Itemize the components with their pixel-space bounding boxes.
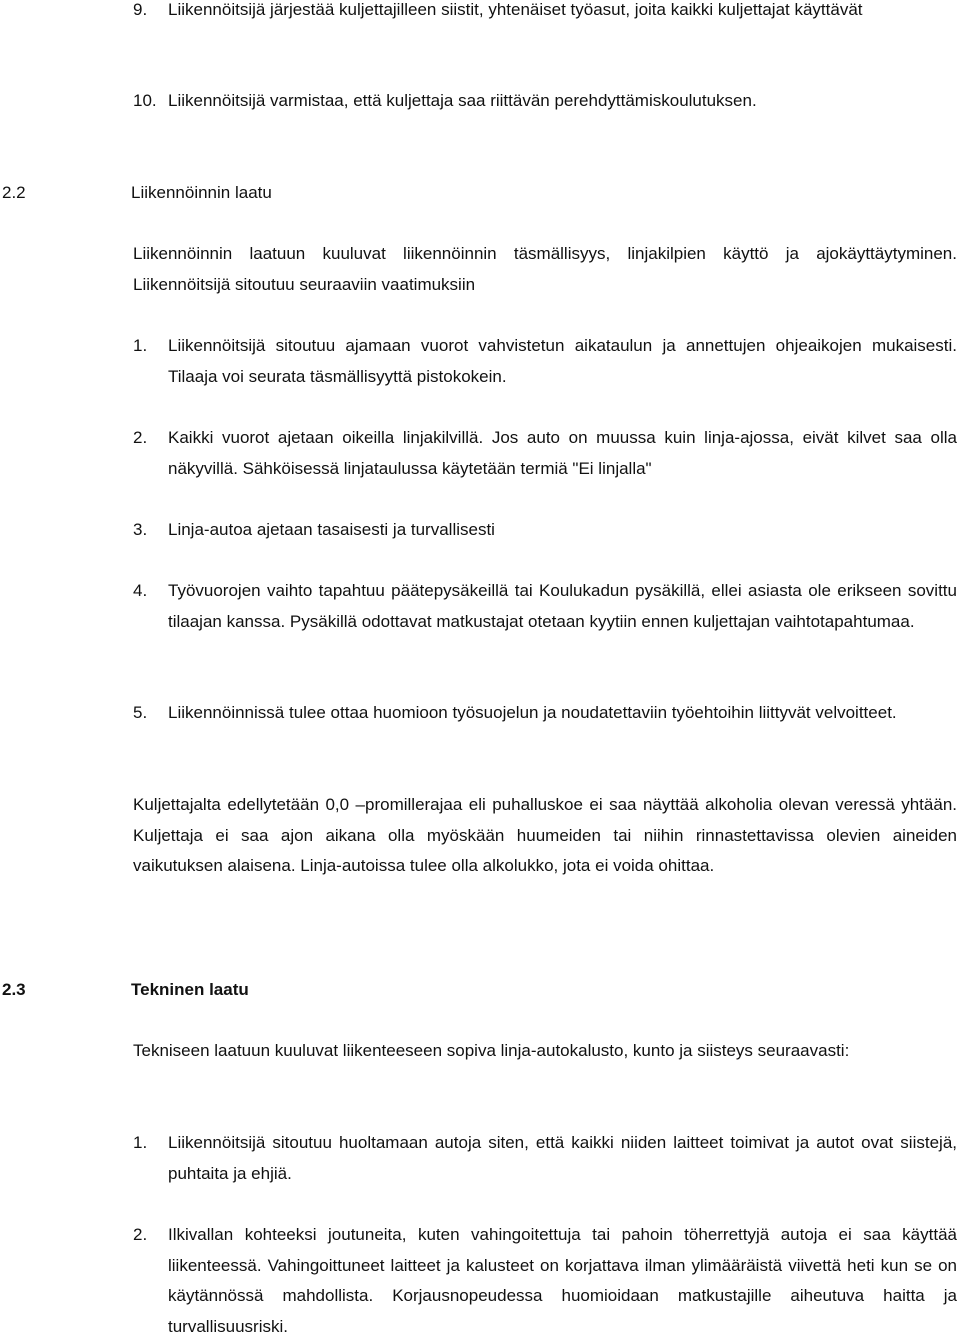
list-item-text: Työvuorojen vaihto tapahtuu päätepysäkeillä tai Koulukadun pysäkillä, ellei asiasta ole erikseen sovittu tilaajan kanssa. Pysäkillä odottavat matkustajat otetaan kyytiin ennen kuljettajan vaihtotapahtumaa. [168,581,957,631]
list-item [133,515,957,546]
list-item [133,1220,957,1342]
list-item [133,698,957,729]
list-item [133,423,957,484]
list-item-number: 1. [133,336,148,355]
section-heading-2-2 [2,178,942,209]
list-item-text: Liikennöitsijä järjestää kuljettajilleen siistit, yhtenäiset työasut, joita kaikki kuljettajat käyttävät [168,0,863,19]
list-item [133,86,957,117]
list-item-number: 5. [133,703,148,722]
list-item-number: 1. [133,1133,148,1152]
list-item-number: 2. [133,428,148,447]
section-intro: Tekniseen laatuun kuuluvat liikenteeseen sopiva linja-autokalusto, kunto ja siisteys seuraavasti: [133,1041,850,1060]
list-item-text: Ilkivallan kohteeksi joutuneita, kuten vahingoitettuja tai pahoin töherrettyjä autoja ei saa käyttää liikenteessä. Vahingoittuneet laitteet ja kalusteet on korjattava ilman ylimääräistä viivettä heti kun se on käytännössä mahdollista. Korjausnopeudessa huomioidaan matkustajille aiheutuva haitta ja turvallisuusriski. [168,1225,957,1336]
section-heading-2-3 [2,975,942,1006]
list-item-text: Liikennöitsijä sitoutuu huoltamaan autoja siten, että kaikki niiden laitteet toimivat ja autot ovat siistejä, puhtaita ja ehjiä. [168,1133,957,1183]
list-item [133,331,957,392]
section-intro: Liikennöinnin laatuun kuuluvat liikennöinnin täsmällisyys, linjakilpien käyttö ja ajokäyttäytyminen. Liikennöitsijä sitoutuu seuraaviin vaatimuksiin [133,244,957,294]
list-item-text: Liikennöinnissä tulee ottaa huomioon työsuojelun ja noudatettaviin työehtoihin liittyvät velvoitteet. [168,703,897,722]
section-title: Liikennöinnin laatu [131,183,272,202]
section-closing-paragraph: Kuljettajalta edellytetään 0,0 –promillerajaa eli puhalluskoe ei saa näyttää alkoholia olevan veressä yhtään. Kuljettaja ei saa ajon aikana olla myöskään huumeiden tai niihin rinnastettavissa olevien aineiden vaikutuksen alaisena. Linja-autoissa tulee olla alkolukko, jota ei voida ohittaa. [133,795,957,875]
list-item-number: 2. [133,1225,148,1244]
list-item-number: 4. [133,581,148,600]
list-item [133,576,957,637]
list-item [133,1128,957,1189]
list-item-text: Kaikki vuorot ajetaan oikeilla linjakilvillä. Jos auto on muussa kuin linja-ajossa, eivät kilvet saa olla näkyvillä. Sähköisessä linjataulussa käytetään termiä "Ei linjalla" [168,428,957,478]
list-item-text: Liikennöitsijä sitoutuu ajamaan vuorot vahvistetun aikataulun ja annettujen ohjeaikojen mukaisesti. Tilaaja voi seurata täsmällisyyttä pistokokein. [168,336,957,386]
list-item-text: Linja-autoa ajetaan tasaisesti ja turvallisesti [168,520,495,539]
list-item-number: 9. [133,0,148,19]
list-item-number: 10. [133,91,157,110]
section-number: 2.3 [2,980,26,999]
list-item [133,0,957,26]
section-number: 2.2 [2,183,26,202]
list-item-text: Liikennöitsijä varmistaa, että kuljettaja saa riittävän perehdyttämiskoulutuksen. [168,91,757,110]
section-title: Tekninen laatu [131,980,249,999]
list-item-number: 3. [133,520,148,539]
